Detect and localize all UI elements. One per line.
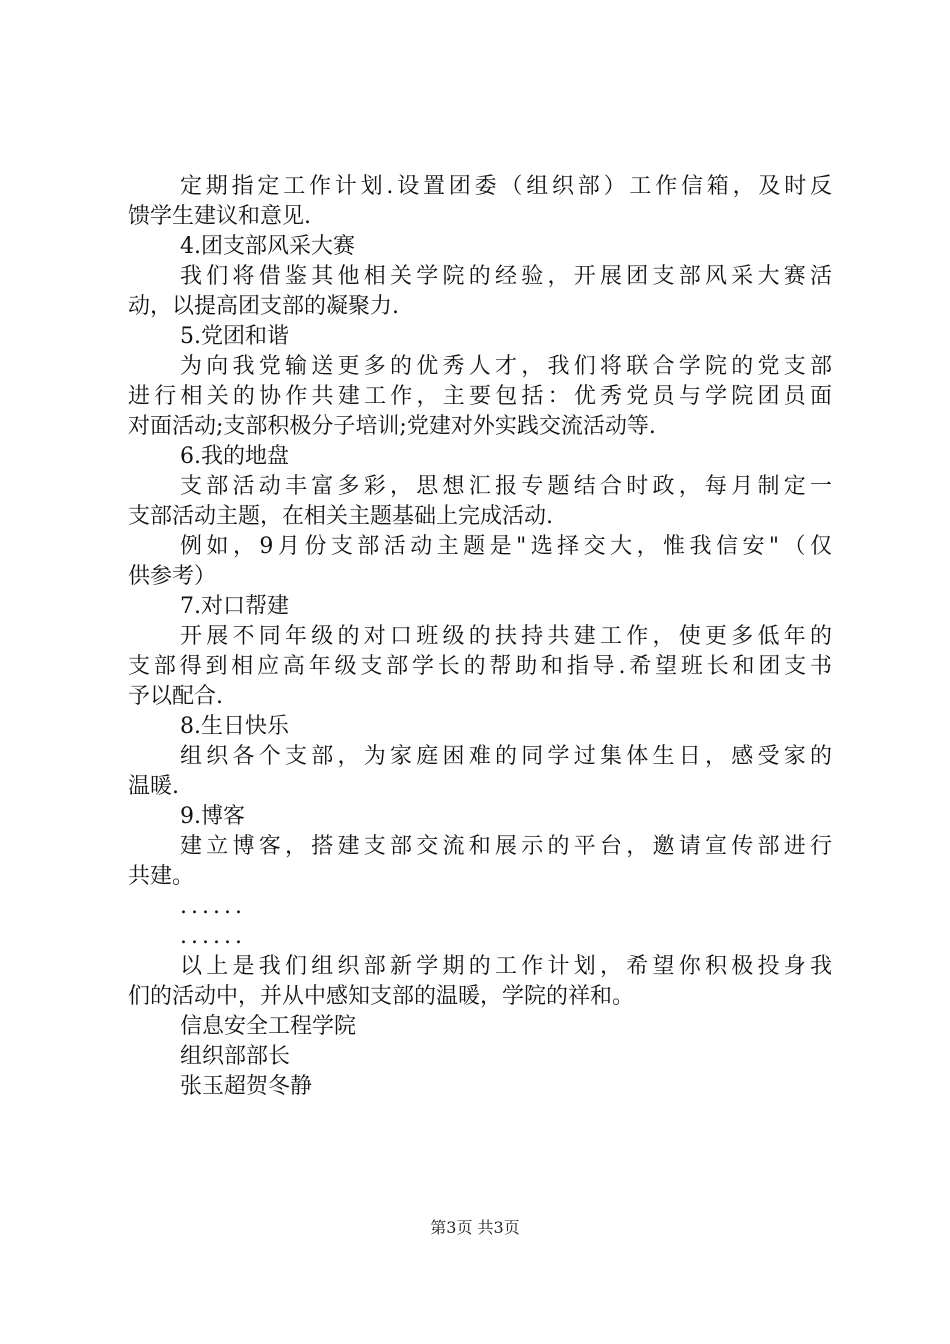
page-footer: 第3页 共3页 — [430, 1218, 520, 1237]
text-line: 支部活动主题，在相关主题基础上完成活动. — [128, 504, 553, 529]
text-line: 进行相关的协作共建工作，主要包括：优秀党员与学院团员面 — [128, 384, 832, 409]
text-line: 信息安全工程学院 — [180, 1014, 357, 1039]
text-line: 9.博客 — [180, 804, 245, 829]
text-line: 馈学生建议和意见. — [128, 204, 311, 229]
document-body — [128, 172, 832, 1102]
text-line: ...... — [180, 924, 246, 949]
text-line: 予以配合. — [128, 684, 223, 709]
text-line: 组织各个支部，为家庭困难的同学过集体生日，感受家的 — [180, 744, 832, 769]
text-line: 建立博客，搭建支部交流和展示的平台，邀请宣传部进行 — [180, 834, 832, 859]
text-line: 张玉超贺冬静 — [180, 1074, 313, 1099]
text-line: 温暖. — [128, 774, 179, 799]
text-line: 们的活动中，并从中感知支部的温暖，学院的祥和。 — [128, 984, 635, 1009]
text-line: 例如，9月份支部活动主题是"选择交大，惟我信安"（仅 — [180, 534, 832, 559]
text-line: 定期指定工作计划.设置团委（组织部）工作信箱，及时反 — [180, 174, 832, 199]
text-line: 支部活动丰富多彩，思想汇报专题结合时政，每月制定一 — [180, 474, 832, 499]
text-line: 6.我的地盘 — [180, 444, 289, 469]
text-line: 8.生日快乐 — [180, 714, 289, 739]
text-line: 以上是我们组织部新学期的工作计划，希望你积极投身我 — [180, 954, 832, 979]
text-line: 4.团支部风采大赛 — [180, 234, 355, 259]
text-line: 7.对口帮建 — [180, 594, 289, 619]
text-line: 共建。 — [128, 864, 195, 889]
text-line: 供参考） — [128, 564, 217, 589]
text-line: 动，以提高团支部的凝聚力. — [128, 294, 399, 319]
text-line: 对面活动;支部积极分子培训;党建对外实践交流活动等. — [128, 414, 656, 439]
text-line: 开展不同年级的对口班级的扶持共建工作，使更多低年的 — [180, 624, 832, 649]
text-line: ...... — [180, 894, 246, 919]
text-line: 组织部部长 — [180, 1044, 291, 1069]
text-line: 为向我党输送更多的优秀人才，我们将联合学院的党支部 — [180, 354, 832, 379]
text-line: 支部得到相应高年级支部学长的帮助和指导.希望班长和团支书 — [128, 654, 832, 679]
text-line: 我们将借鉴其他相关学院的经验，开展团支部风采大赛活 — [180, 264, 832, 289]
text-line: 5.党团和谐 — [180, 324, 289, 349]
